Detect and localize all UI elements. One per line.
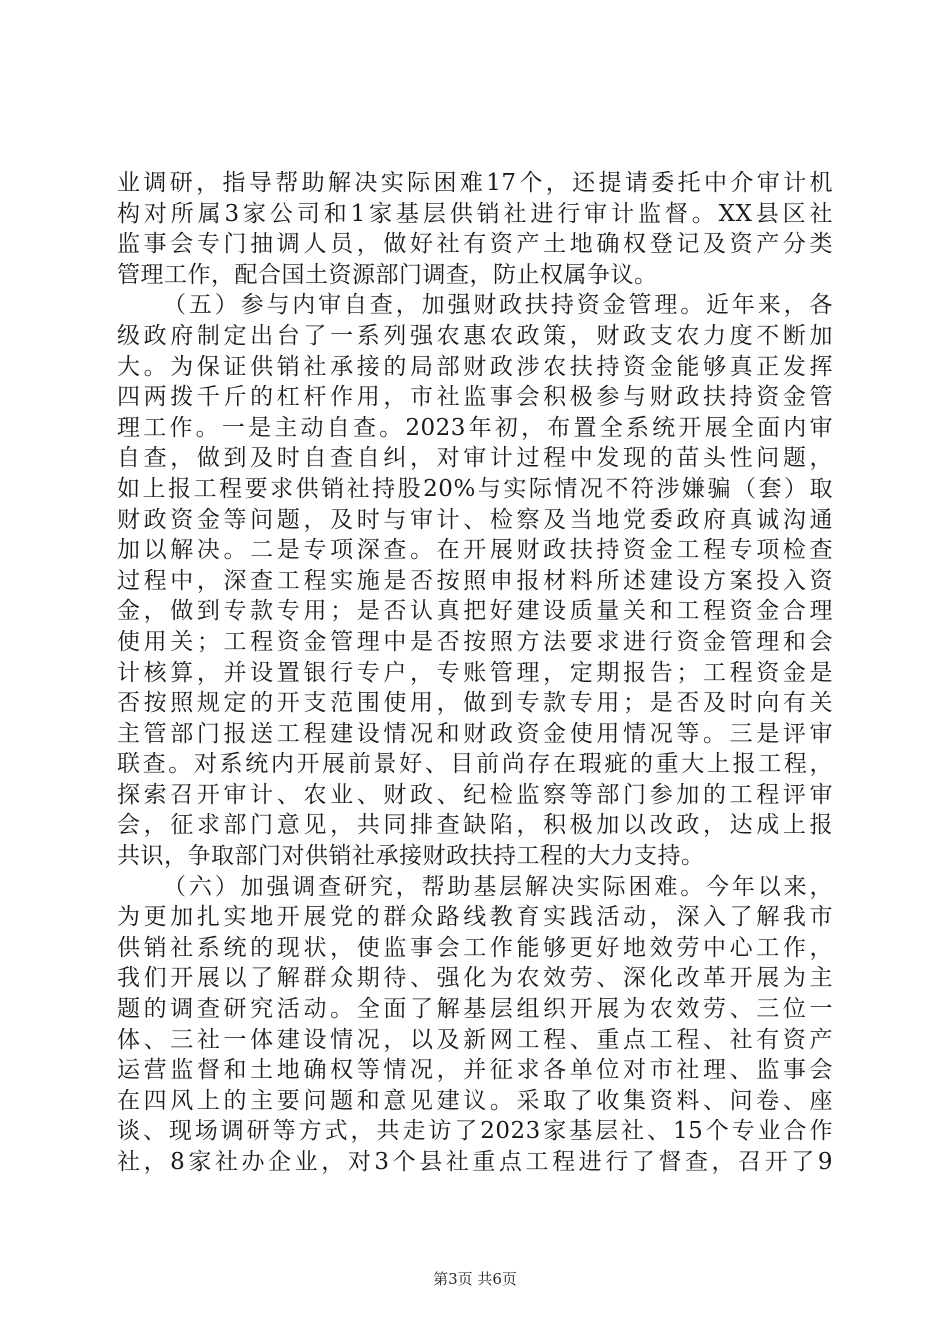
- paragraph-3: [117, 872, 833, 1178]
- text-line: 如上报工程要求供销社持股20%与实际情况不符涉嫌骗（套）取: [117, 475, 833, 502]
- text-line: 使用关；工程资金管理中是否按照方法要求进行资金管理和会: [117, 628, 833, 655]
- text-line: 计核算，并设置银行专户，专账管理，定期报告；工程资金是: [117, 659, 833, 686]
- text-line: 自查，做到及时自查自纠，对审计过程中发现的苗头性问题，: [117, 445, 833, 472]
- text-line: （五）参与内审自查，加强财政扶持资金管理。近年来，各: [163, 292, 833, 319]
- text-line: 加以解决。二是专项深查。在开展财政扶持资金工程专项检查: [117, 537, 833, 564]
- text-line: 否按照规定的开支范围使用，做到专款专用；是否及时向有关: [117, 690, 833, 717]
- text-line: 大。为保证供销社承接的局部财政涉农扶持资金能够真正发挥: [117, 353, 833, 380]
- page-footer: 第3页 共6页: [433, 1270, 517, 1288]
- text-line: 主管部门报送工程建设情况和财政资金使用情况等。三是评审: [117, 720, 833, 747]
- text-line: 构对所属3家公司和1家基层供销社进行审计监督。XX县区社: [117, 200, 833, 227]
- text-line: 在四风上的主要问题和意见建议。采取了收集资料、问卷、座: [117, 1087, 833, 1114]
- text-line: 共识，争取部门对供销社承接财政扶持工程的大力支持。: [117, 843, 705, 870]
- text-line: 探索召开审计、农业、财政、纪检监察等部门参加的工程评审: [117, 781, 833, 808]
- text-line: 金，做到专款专用；是否认真把好建设质量关和工程资金合理: [117, 598, 833, 625]
- text-line: 体、三社一体建设情况，以及新网工程、重点工程、社有资产: [117, 1026, 833, 1053]
- text-line: 过程中，深查工程实施是否按照申报材料所述建设方案投入资: [117, 567, 833, 594]
- text-line: 联查。对系统内开展前景好、目前尚存在瑕疵的重大上报工程，: [117, 751, 833, 778]
- text-line: 管理工作，配合国土资源部门调查，防止权属争议。: [117, 261, 658, 288]
- text-line: 谈、现场调研等方式，共走访了2023家基层社、15个专业合作: [117, 1118, 833, 1145]
- text-line: 社，8家社办企业，对3个县社重点工程进行了督查，召开了9: [117, 1149, 833, 1175]
- text-line: 理工作。一是主动自查。2023年初，布置全系统开展全面内审: [117, 414, 833, 441]
- paragraph-1: [117, 168, 833, 290]
- text-line: 业调研，指导帮助解决实际困难17个，还提请委托中介审计机: [117, 170, 833, 196]
- text-line: 财政资金等问题，及时与审计、检察及当地党委政府真诚沟通: [117, 506, 833, 533]
- paragraph-2: [117, 290, 833, 871]
- text-line: 级政府制定出台了一系列强农惠农政策，财政支农力度不断加: [117, 322, 833, 349]
- text-line: 供销社系统的现状，使监事会工作能够更好地效劳中心工作，: [117, 934, 833, 961]
- text-line: （六）加强调查研究，帮助基层解决实际困难。今年以来，: [163, 873, 833, 900]
- text-line: 监事会专门抽调人员，做好社有资产土地确权登记及资产分类: [117, 231, 833, 258]
- text-line: 题的调查研究活动。全面了解基层组织开展为农效劳、三位一: [117, 996, 833, 1023]
- text-line: 运营监督和土地确权等情况，并征求各单位对市社理、监事会: [117, 1057, 833, 1084]
- text-line: 我们开展以了解群众期待、强化为农效劳、深化改革开展为主: [117, 965, 833, 992]
- text-line: 四两拨千斤的杠杆作用，市社监事会积极参与财政扶持资金管: [117, 384, 833, 411]
- document-body: [117, 168, 833, 1178]
- text-line: 会，征求部门意见，共同排查缺陷，积极加以改政，达成上报: [117, 812, 833, 839]
- text-line: 为更加扎实地开展党的群众路线教育实践活动，深入了解我市: [117, 904, 833, 931]
